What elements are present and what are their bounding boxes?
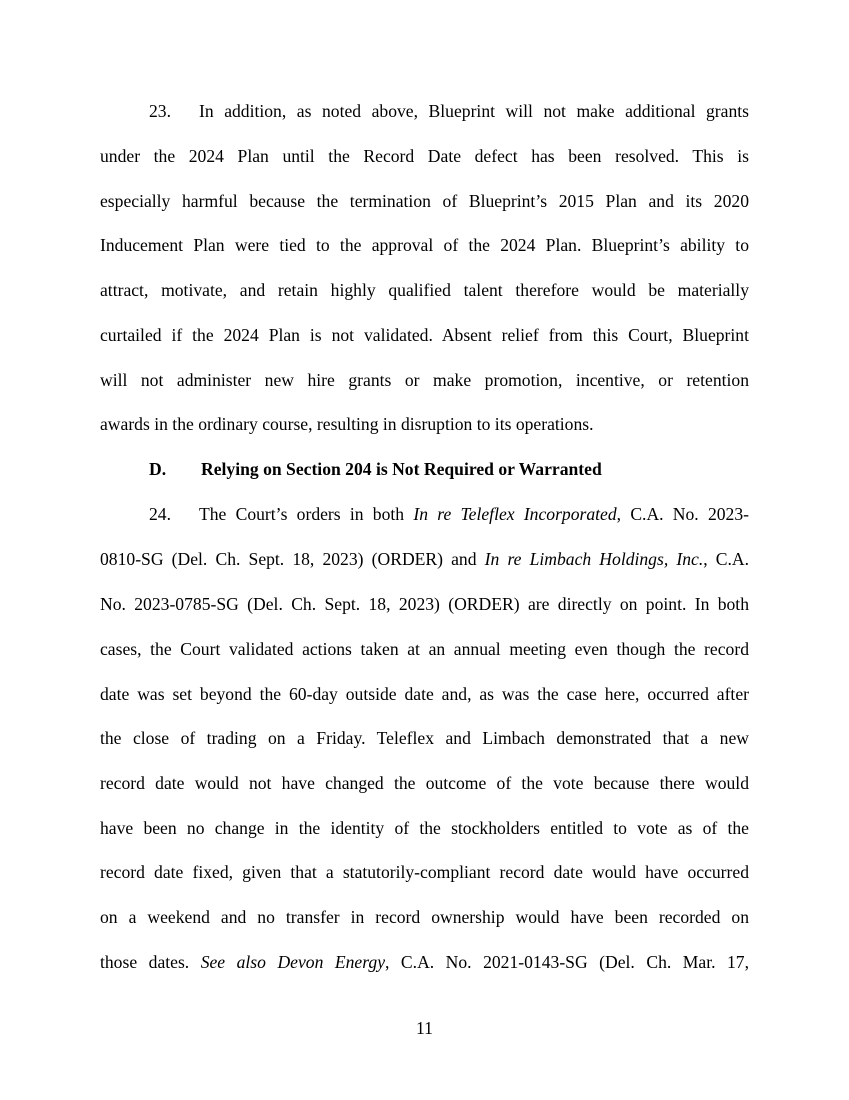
section-heading-label: D. bbox=[149, 459, 167, 479]
paragraph-24-line-2 bbox=[100, 548, 749, 570]
paragraph-24-line-10: on a weekend and no transfer in record ownership would have been recorded on bbox=[100, 907, 749, 927]
paragraph-23-line-8: awards in the ordinary course, resulting in disruption to its operations. bbox=[100, 414, 594, 434]
paragraph-23-line-5: attract, motivate, and retain highly qualified talent therefore would be materially bbox=[100, 280, 749, 300]
paragraph-number-24: 24. bbox=[149, 504, 171, 524]
case-citation-limbach: In re Limbach Holdings, Inc. bbox=[484, 549, 704, 569]
case-citation-teleflex: In re Teleflex Incorporated bbox=[413, 504, 617, 524]
paragraph-24-text: , C.A. No. 2023- bbox=[616, 504, 750, 524]
paragraph-24-text: , C.A. No. 2021-0143-SG (Del. Ch. Mar. 17, bbox=[385, 952, 749, 972]
paragraph-23-line-2: under the 2024 Plan until the Record Date defect has been resolved. This is bbox=[100, 146, 749, 166]
paragraph-24-text: those dates. bbox=[100, 952, 201, 972]
paragraph-24-line-1 bbox=[149, 503, 749, 525]
paragraph-24-text: , C.A. bbox=[703, 549, 750, 569]
paragraph-23-text: In addition, as noted above, Blueprint will not make additional grants bbox=[199, 101, 749, 121]
paragraph-24-line-9: record date fixed, given that a statutorily-compliant record date would have occurred bbox=[100, 862, 749, 882]
paragraph-24-line-8: have been no change in the identity of the stockholders entitled to vote as of the bbox=[100, 818, 749, 838]
paragraph-24-text: 0810-SG (Del. Ch. Sept. 18, 2023) (ORDER) and bbox=[100, 549, 485, 569]
paragraph-24-line-11 bbox=[100, 951, 749, 973]
paragraph-23-line-1 bbox=[149, 100, 749, 122]
page-number: 11 bbox=[416, 1018, 433, 1038]
paragraph-24-line-3: No. 2023-0785-SG (Del. Ch. Sept. 18, 2023) (ORDER) are directly on point. In both bbox=[100, 594, 749, 614]
paragraph-number-23: 23. bbox=[149, 101, 171, 121]
paragraph-24-line-4: cases, the Court validated actions taken at an annual meeting even though the record bbox=[100, 639, 749, 659]
paragraph-24-line-5: date was set beyond the 60-day outside date and, as was the case here, occurred after bbox=[100, 684, 749, 704]
paragraph-23-line-6: curtailed if the 2024 Plan is not validated. Absent relief from this Court, Blueprint bbox=[100, 325, 749, 345]
case-citation-devon-energy: See also Devon Energy bbox=[200, 952, 386, 972]
section-heading bbox=[149, 458, 749, 480]
paragraph-24-text: The Court’s orders in both bbox=[199, 504, 414, 524]
paragraph-23-line-7: will not administer new hire grants or make promotion, incentive, or retention bbox=[100, 370, 749, 390]
paragraph-24-line-7: record date would not have changed the outcome of the vote because there would bbox=[100, 773, 749, 793]
paragraph-24-line-6: the close of trading on a Friday. Teleflex and Limbach demonstrated that a new bbox=[100, 728, 749, 748]
paragraph-23-line-4: Inducement Plan were tied to the approval of the 2024 Plan. Blueprint’s ability to bbox=[100, 235, 749, 255]
section-heading-title: Relying on Section 204 is Not Required or Warranted bbox=[201, 459, 602, 479]
paragraph-23-line-3: especially harmful because the termination of Blueprint’s 2015 Plan and its 2020 bbox=[100, 191, 749, 211]
